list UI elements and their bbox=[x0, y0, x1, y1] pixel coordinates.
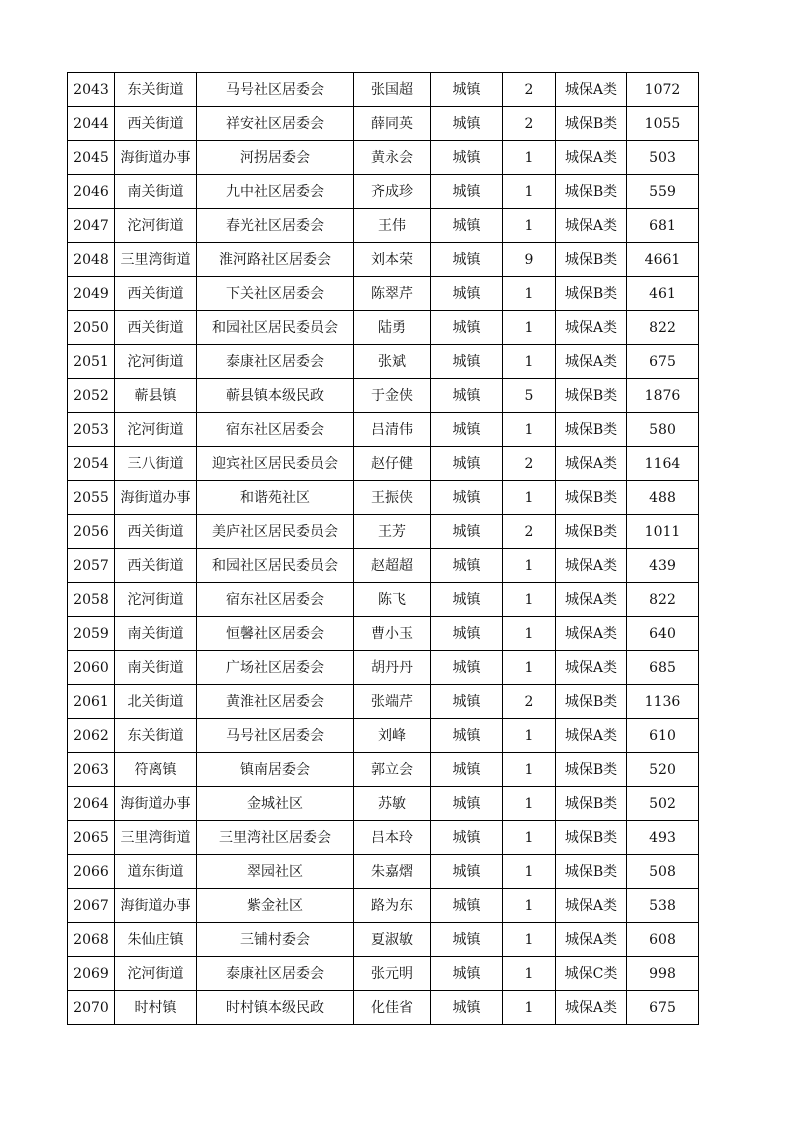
category-cell: 城保B类 bbox=[556, 107, 627, 141]
name-cell: 曹小玉 bbox=[354, 617, 431, 651]
street-cell: 东关街道 bbox=[115, 719, 197, 753]
area-type-cell: 城镇 bbox=[431, 923, 503, 957]
area-type-cell: 城镇 bbox=[431, 277, 503, 311]
name-cell: 陈翠芹 bbox=[354, 277, 431, 311]
community-cell: 广场社区居委会 bbox=[197, 651, 354, 685]
area-type-cell: 城镇 bbox=[431, 175, 503, 209]
area-type-cell: 城镇 bbox=[431, 991, 503, 1025]
row-number-cell: 2069 bbox=[68, 957, 115, 991]
row-number-cell: 2068 bbox=[68, 923, 115, 957]
name-cell: 齐成珍 bbox=[354, 175, 431, 209]
row-number-cell: 2049 bbox=[68, 277, 115, 311]
name-cell: 刘峰 bbox=[354, 719, 431, 753]
area-type-cell: 城镇 bbox=[431, 413, 503, 447]
name-cell: 张国超 bbox=[354, 73, 431, 107]
community-cell: 三里湾社区居委会 bbox=[197, 821, 354, 855]
row-number-cell: 2063 bbox=[68, 753, 115, 787]
row-number-cell: 2046 bbox=[68, 175, 115, 209]
table-row bbox=[68, 787, 699, 821]
category-cell: 城保B类 bbox=[556, 753, 627, 787]
amount-cell: 685 bbox=[627, 651, 699, 685]
category-cell: 城保A类 bbox=[556, 311, 627, 345]
name-cell: 郭立会 bbox=[354, 753, 431, 787]
area-type-cell: 城镇 bbox=[431, 141, 503, 175]
row-number-cell: 2053 bbox=[68, 413, 115, 447]
community-cell: 恒馨社区居委会 bbox=[197, 617, 354, 651]
count-cell: 1 bbox=[503, 481, 556, 515]
community-cell: 泰康社区居委会 bbox=[197, 345, 354, 379]
area-type-cell: 城镇 bbox=[431, 209, 503, 243]
street-cell: 沱河街道 bbox=[115, 957, 197, 991]
category-cell: 城保B类 bbox=[556, 821, 627, 855]
name-cell: 化佳省 bbox=[354, 991, 431, 1025]
street-cell: 三里湾街道 bbox=[115, 821, 197, 855]
area-type-cell: 城镇 bbox=[431, 549, 503, 583]
row-number-cell: 2059 bbox=[68, 617, 115, 651]
category-cell: 城保B类 bbox=[556, 413, 627, 447]
count-cell: 1 bbox=[503, 991, 556, 1025]
category-cell: 城保A类 bbox=[556, 141, 627, 175]
area-type-cell: 城镇 bbox=[431, 379, 503, 413]
table-row bbox=[68, 73, 699, 107]
amount-cell: 4661 bbox=[627, 243, 699, 277]
name-cell: 朱嘉熠 bbox=[354, 855, 431, 889]
street-cell: 东关街道 bbox=[115, 73, 197, 107]
street-cell: 南关街道 bbox=[115, 175, 197, 209]
amount-cell: 608 bbox=[627, 923, 699, 957]
community-cell: 和谐苑社区 bbox=[197, 481, 354, 515]
street-cell: 西关街道 bbox=[115, 107, 197, 141]
count-cell: 1 bbox=[503, 583, 556, 617]
table-row bbox=[68, 413, 699, 447]
amount-cell: 559 bbox=[627, 175, 699, 209]
count-cell: 2 bbox=[503, 107, 556, 141]
name-cell: 于金侠 bbox=[354, 379, 431, 413]
community-cell: 翠园社区 bbox=[197, 855, 354, 889]
amount-cell: 998 bbox=[627, 957, 699, 991]
street-cell: 西关街道 bbox=[115, 549, 197, 583]
category-cell: 城保B类 bbox=[556, 685, 627, 719]
amount-cell: 493 bbox=[627, 821, 699, 855]
row-number-cell: 2066 bbox=[68, 855, 115, 889]
category-cell: 城保A类 bbox=[556, 583, 627, 617]
community-cell: 黄淮社区居委会 bbox=[197, 685, 354, 719]
community-cell: 和园社区居民委员会 bbox=[197, 311, 354, 345]
row-number-cell: 2048 bbox=[68, 243, 115, 277]
amount-cell: 488 bbox=[627, 481, 699, 515]
row-number-cell: 2044 bbox=[68, 107, 115, 141]
community-cell: 镇南居委会 bbox=[197, 753, 354, 787]
count-cell: 1 bbox=[503, 753, 556, 787]
row-number-cell: 2065 bbox=[68, 821, 115, 855]
name-cell: 王振侠 bbox=[354, 481, 431, 515]
community-cell: 春光社区居委会 bbox=[197, 209, 354, 243]
amount-cell: 1164 bbox=[627, 447, 699, 481]
count-cell: 1 bbox=[503, 209, 556, 243]
count-cell: 1 bbox=[503, 923, 556, 957]
name-cell: 吕清伟 bbox=[354, 413, 431, 447]
street-cell: 海街道办事 bbox=[115, 141, 197, 175]
category-cell: 城保A类 bbox=[556, 617, 627, 651]
name-cell: 赵超超 bbox=[354, 549, 431, 583]
name-cell: 黄永会 bbox=[354, 141, 431, 175]
category-cell: 城保A类 bbox=[556, 549, 627, 583]
name-cell: 陆勇 bbox=[354, 311, 431, 345]
name-cell: 胡丹丹 bbox=[354, 651, 431, 685]
community-cell: 九中社区居委会 bbox=[197, 175, 354, 209]
community-cell: 三铺村委会 bbox=[197, 923, 354, 957]
row-number-cell: 2060 bbox=[68, 651, 115, 685]
table-row bbox=[68, 617, 699, 651]
street-cell: 时村镇 bbox=[115, 991, 197, 1025]
community-cell: 紫金社区 bbox=[197, 889, 354, 923]
street-cell: 道东街道 bbox=[115, 855, 197, 889]
amount-cell: 822 bbox=[627, 311, 699, 345]
street-cell: 三八街道 bbox=[115, 447, 197, 481]
category-cell: 城保A类 bbox=[556, 73, 627, 107]
area-type-cell: 城镇 bbox=[431, 753, 503, 787]
category-cell: 城保A类 bbox=[556, 923, 627, 957]
count-cell: 1 bbox=[503, 719, 556, 753]
category-cell: 城保B类 bbox=[556, 175, 627, 209]
table-row bbox=[68, 447, 699, 481]
community-cell: 泰康社区居委会 bbox=[197, 957, 354, 991]
community-cell: 时村镇本级民政 bbox=[197, 991, 354, 1025]
name-cell: 王芳 bbox=[354, 515, 431, 549]
count-cell: 2 bbox=[503, 73, 556, 107]
row-number-cell: 2070 bbox=[68, 991, 115, 1025]
amount-cell: 503 bbox=[627, 141, 699, 175]
street-cell: 西关街道 bbox=[115, 277, 197, 311]
category-cell: 城保A类 bbox=[556, 991, 627, 1025]
street-cell: 西关街道 bbox=[115, 311, 197, 345]
area-type-cell: 城镇 bbox=[431, 889, 503, 923]
community-cell: 蕲县镇本级民政 bbox=[197, 379, 354, 413]
area-type-cell: 城镇 bbox=[431, 617, 503, 651]
street-cell: 海街道办事 bbox=[115, 787, 197, 821]
category-cell: 城保A类 bbox=[556, 719, 627, 753]
name-cell: 路为东 bbox=[354, 889, 431, 923]
name-cell: 王伟 bbox=[354, 209, 431, 243]
count-cell: 1 bbox=[503, 413, 556, 447]
area-type-cell: 城镇 bbox=[431, 651, 503, 685]
count-cell: 1 bbox=[503, 617, 556, 651]
name-cell: 张端芹 bbox=[354, 685, 431, 719]
count-cell: 1 bbox=[503, 889, 556, 923]
area-type-cell: 城镇 bbox=[431, 311, 503, 345]
row-number-cell: 2043 bbox=[68, 73, 115, 107]
table-row bbox=[68, 923, 699, 957]
street-cell: 朱仙庄镇 bbox=[115, 923, 197, 957]
community-cell: 和园社区居民委员会 bbox=[197, 549, 354, 583]
row-number-cell: 2052 bbox=[68, 379, 115, 413]
category-cell: 城保B类 bbox=[556, 855, 627, 889]
category-cell: 城保A类 bbox=[556, 209, 627, 243]
table-row bbox=[68, 345, 699, 379]
count-cell: 1 bbox=[503, 855, 556, 889]
community-cell: 迎宾社区居民委员会 bbox=[197, 447, 354, 481]
area-type-cell: 城镇 bbox=[431, 447, 503, 481]
street-cell: 三里湾街道 bbox=[115, 243, 197, 277]
amount-cell: 520 bbox=[627, 753, 699, 787]
table-row bbox=[68, 209, 699, 243]
table-row bbox=[68, 753, 699, 787]
street-cell: 沱河街道 bbox=[115, 209, 197, 243]
street-cell: 南关街道 bbox=[115, 617, 197, 651]
area-type-cell: 城镇 bbox=[431, 855, 503, 889]
street-cell: 符离镇 bbox=[115, 753, 197, 787]
street-cell: 沱河街道 bbox=[115, 345, 197, 379]
amount-cell: 502 bbox=[627, 787, 699, 821]
name-cell: 夏淑敏 bbox=[354, 923, 431, 957]
area-type-cell: 城镇 bbox=[431, 481, 503, 515]
table-row bbox=[68, 549, 699, 583]
row-number-cell: 2067 bbox=[68, 889, 115, 923]
street-cell: 沱河街道 bbox=[115, 413, 197, 447]
table-row bbox=[68, 481, 699, 515]
count-cell: 9 bbox=[503, 243, 556, 277]
category-cell: 城保B类 bbox=[556, 515, 627, 549]
amount-cell: 822 bbox=[627, 583, 699, 617]
name-cell: 苏敏 bbox=[354, 787, 431, 821]
table-row bbox=[68, 311, 699, 345]
street-cell: 海街道办事 bbox=[115, 481, 197, 515]
street-cell: 北关街道 bbox=[115, 685, 197, 719]
count-cell: 5 bbox=[503, 379, 556, 413]
community-cell: 宿东社区居委会 bbox=[197, 413, 354, 447]
amount-cell: 1055 bbox=[627, 107, 699, 141]
table-row bbox=[68, 991, 699, 1025]
area-type-cell: 城镇 bbox=[431, 583, 503, 617]
row-number-cell: 2056 bbox=[68, 515, 115, 549]
name-cell: 陈飞 bbox=[354, 583, 431, 617]
count-cell: 1 bbox=[503, 311, 556, 345]
street-cell: 海街道办事 bbox=[115, 889, 197, 923]
category-cell: 城保B类 bbox=[556, 379, 627, 413]
area-type-cell: 城镇 bbox=[431, 345, 503, 379]
amount-cell: 675 bbox=[627, 991, 699, 1025]
count-cell: 1 bbox=[503, 141, 556, 175]
row-number-cell: 2062 bbox=[68, 719, 115, 753]
data-table bbox=[67, 72, 699, 1025]
amount-cell: 1136 bbox=[627, 685, 699, 719]
street-cell: 西关街道 bbox=[115, 515, 197, 549]
amount-cell: 610 bbox=[627, 719, 699, 753]
amount-cell: 675 bbox=[627, 345, 699, 379]
amount-cell: 1876 bbox=[627, 379, 699, 413]
amount-cell: 538 bbox=[627, 889, 699, 923]
table-row bbox=[68, 889, 699, 923]
amount-cell: 1072 bbox=[627, 73, 699, 107]
amount-cell: 439 bbox=[627, 549, 699, 583]
area-type-cell: 城镇 bbox=[431, 719, 503, 753]
row-number-cell: 2055 bbox=[68, 481, 115, 515]
area-type-cell: 城镇 bbox=[431, 73, 503, 107]
name-cell: 赵仔健 bbox=[354, 447, 431, 481]
row-number-cell: 2061 bbox=[68, 685, 115, 719]
name-cell: 刘本荣 bbox=[354, 243, 431, 277]
count-cell: 2 bbox=[503, 685, 556, 719]
community-cell: 祥安社区居委会 bbox=[197, 107, 354, 141]
table-row bbox=[68, 651, 699, 685]
count-cell: 1 bbox=[503, 787, 556, 821]
name-cell: 张元明 bbox=[354, 957, 431, 991]
amount-cell: 681 bbox=[627, 209, 699, 243]
community-cell: 宿东社区居委会 bbox=[197, 583, 354, 617]
table-row bbox=[68, 821, 699, 855]
count-cell: 2 bbox=[503, 447, 556, 481]
community-cell: 美庐社区居民委员会 bbox=[197, 515, 354, 549]
count-cell: 2 bbox=[503, 515, 556, 549]
category-cell: 城保A类 bbox=[556, 345, 627, 379]
category-cell: 城保C类 bbox=[556, 957, 627, 991]
count-cell: 1 bbox=[503, 345, 556, 379]
category-cell: 城保A类 bbox=[556, 447, 627, 481]
table-row bbox=[68, 855, 699, 889]
table-row bbox=[68, 379, 699, 413]
table-body bbox=[68, 73, 699, 1025]
category-cell: 城保B类 bbox=[556, 787, 627, 821]
amount-cell: 461 bbox=[627, 277, 699, 311]
row-number-cell: 2050 bbox=[68, 311, 115, 345]
count-cell: 1 bbox=[503, 651, 556, 685]
category-cell: 城保B类 bbox=[556, 277, 627, 311]
area-type-cell: 城镇 bbox=[431, 787, 503, 821]
amount-cell: 508 bbox=[627, 855, 699, 889]
table-row bbox=[68, 583, 699, 617]
community-cell: 马号社区居委会 bbox=[197, 719, 354, 753]
area-type-cell: 城镇 bbox=[431, 243, 503, 277]
count-cell: 1 bbox=[503, 821, 556, 855]
name-cell: 张斌 bbox=[354, 345, 431, 379]
category-cell: 城保A类 bbox=[556, 651, 627, 685]
count-cell: 1 bbox=[503, 957, 556, 991]
community-cell: 河拐居委会 bbox=[197, 141, 354, 175]
street-cell: 南关街道 bbox=[115, 651, 197, 685]
community-cell: 马号社区居委会 bbox=[197, 73, 354, 107]
community-cell: 淮河路社区居委会 bbox=[197, 243, 354, 277]
table-row bbox=[68, 515, 699, 549]
table-row bbox=[68, 141, 699, 175]
count-cell: 1 bbox=[503, 175, 556, 209]
row-number-cell: 2054 bbox=[68, 447, 115, 481]
street-cell: 蕲县镇 bbox=[115, 379, 197, 413]
count-cell: 1 bbox=[503, 549, 556, 583]
row-number-cell: 2047 bbox=[68, 209, 115, 243]
area-type-cell: 城镇 bbox=[431, 821, 503, 855]
community-cell: 金城社区 bbox=[197, 787, 354, 821]
name-cell: 吕本玲 bbox=[354, 821, 431, 855]
area-type-cell: 城镇 bbox=[431, 107, 503, 141]
table-row bbox=[68, 957, 699, 991]
row-number-cell: 2045 bbox=[68, 141, 115, 175]
category-cell: 城保B类 bbox=[556, 481, 627, 515]
category-cell: 城保A类 bbox=[556, 889, 627, 923]
row-number-cell: 2058 bbox=[68, 583, 115, 617]
area-type-cell: 城镇 bbox=[431, 957, 503, 991]
category-cell: 城保B类 bbox=[556, 243, 627, 277]
table-row bbox=[68, 277, 699, 311]
row-number-cell: 2057 bbox=[68, 549, 115, 583]
table-row bbox=[68, 719, 699, 753]
amount-cell: 580 bbox=[627, 413, 699, 447]
amount-cell: 640 bbox=[627, 617, 699, 651]
row-number-cell: 2051 bbox=[68, 345, 115, 379]
area-type-cell: 城镇 bbox=[431, 515, 503, 549]
table-row bbox=[68, 107, 699, 141]
table-row bbox=[68, 175, 699, 209]
name-cell: 薛同英 bbox=[354, 107, 431, 141]
table-row bbox=[68, 685, 699, 719]
count-cell: 1 bbox=[503, 277, 556, 311]
area-type-cell: 城镇 bbox=[431, 685, 503, 719]
table-row bbox=[68, 243, 699, 277]
community-cell: 下关社区居委会 bbox=[197, 277, 354, 311]
street-cell: 沱河街道 bbox=[115, 583, 197, 617]
row-number-cell: 2064 bbox=[68, 787, 115, 821]
amount-cell: 1011 bbox=[627, 515, 699, 549]
